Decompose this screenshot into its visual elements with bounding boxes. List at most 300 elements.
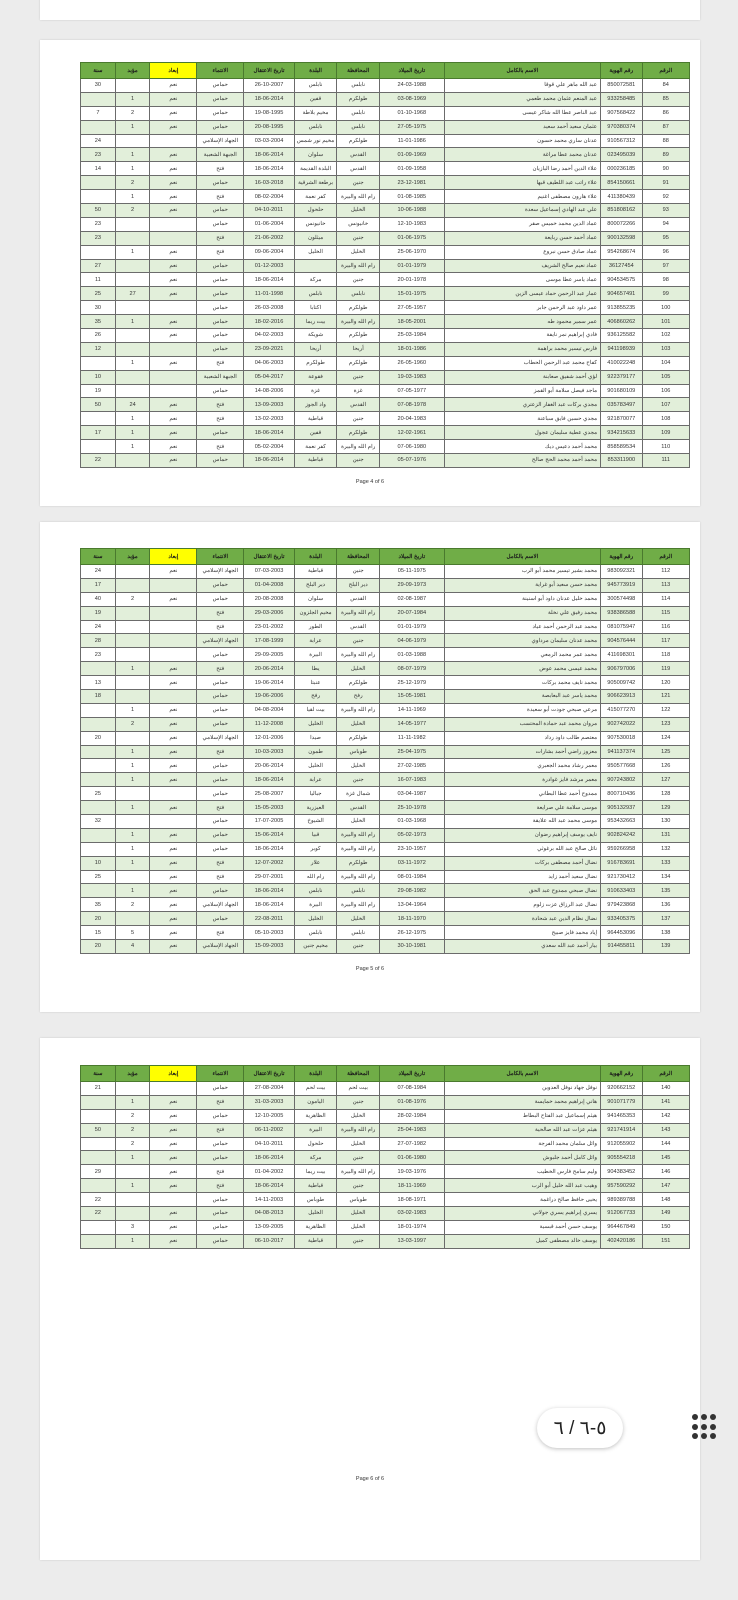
cell-id-number: 906797006: [601, 662, 642, 676]
cell-id-number: 904383452: [601, 1165, 642, 1179]
cell-years: [81, 745, 116, 759]
cell-arrest-date: 13-02-2003: [244, 412, 295, 426]
cell-full-name: نائل صالح عبد الله برغوثي: [444, 842, 601, 856]
document-page-5: [40, 522, 700, 1012]
cell-birth-date: 25-06-1970: [380, 245, 445, 259]
cell-governorate: طولكرم: [337, 426, 380, 440]
cell-deportation: نعم: [150, 106, 197, 120]
cell-affiliation: حماس: [197, 592, 244, 606]
table-row: [81, 578, 690, 592]
cell-full-name: محمد ياسر عبد البعابصة: [444, 690, 601, 704]
cell-life-sentence: 2: [115, 204, 150, 218]
table-row: [81, 1109, 690, 1123]
cell-deportation: نعم: [150, 287, 197, 301]
cell-birth-date: 29-08-1982: [380, 884, 445, 898]
cell-town: حلحول: [294, 1137, 337, 1151]
cell-governorate: طولكرم: [337, 856, 380, 870]
table-row: [81, 676, 690, 690]
cell-number: 131: [642, 828, 690, 842]
cell-years: 35: [81, 315, 116, 329]
table-row: [81, 92, 690, 106]
cell-years: [81, 190, 116, 204]
cell-life-sentence: 2: [115, 1137, 150, 1151]
cell-number: 87: [642, 120, 690, 134]
table-row: [81, 162, 690, 176]
cell-arrest-date: 26-10-2007: [244, 79, 295, 93]
cell-affiliation: فتح: [197, 398, 244, 412]
table-row: [81, 690, 690, 704]
cell-full-name: فارس تيسير محمد براهمة: [444, 342, 601, 356]
cell-arrest-date: 04-08-2004: [244, 703, 295, 717]
column-header-birth-date: تاريخ الميلاد: [380, 63, 445, 79]
cell-town: مخيم بلاطة: [294, 106, 337, 120]
cell-arrest-date: 15-09-2003: [244, 940, 295, 954]
cell-number: 104: [642, 356, 690, 370]
table-row: [81, 356, 690, 370]
cell-affiliation: فتح: [197, 412, 244, 426]
cell-years: 40: [81, 592, 116, 606]
cell-life-sentence: 1: [115, 801, 150, 815]
cell-full-name: وائل سلمان محمد الفرجة: [444, 1137, 601, 1151]
cell-birth-date: 27-05-1957: [380, 301, 445, 315]
column-header-full-name: الاسم بالكامل: [444, 549, 601, 565]
cell-deportation: نعم: [150, 273, 197, 287]
cell-years: 32: [81, 815, 116, 829]
column-header-town: البلدة: [294, 1066, 337, 1082]
cell-deportation: نعم: [150, 1234, 197, 1248]
cell-id-number: 920662152: [601, 1082, 642, 1096]
cell-number: 86: [642, 106, 690, 120]
cell-years: 13: [81, 676, 116, 690]
cell-birth-date: 07-08-1978: [380, 398, 445, 412]
cell-years: 28: [81, 634, 116, 648]
cell-years: [81, 828, 116, 842]
cell-affiliation: حماس: [197, 1109, 244, 1123]
cell-deportation: نعم: [150, 856, 197, 870]
cell-affiliation: فتح: [197, 440, 244, 454]
cell-town: الخليل: [294, 717, 337, 731]
cell-birth-date: 08-01-1984: [380, 870, 445, 884]
cell-number: 95: [642, 231, 690, 245]
cell-id-number: 851808162: [601, 204, 642, 218]
cell-number: 103: [642, 342, 690, 356]
column-header-id-number: رقم الهوية: [601, 549, 642, 565]
cell-governorate: القدس: [337, 801, 380, 815]
cell-life-sentence: 1: [115, 828, 150, 842]
cell-years: [81, 1151, 116, 1165]
cell-affiliation: حماس: [197, 301, 244, 315]
table-row: [81, 398, 690, 412]
cell-birth-date: 19-03-1976: [380, 1165, 445, 1179]
cell-life-sentence: [115, 329, 150, 343]
cell-birth-date: 18-05-2001: [380, 315, 445, 329]
table-row: [81, 384, 690, 398]
cell-id-number: 081075947: [601, 620, 642, 634]
cell-affiliation: حماس: [197, 884, 244, 898]
table-row: [81, 1151, 690, 1165]
cell-deportation: [150, 620, 197, 634]
cell-governorate: رام الله والبيرة: [337, 648, 380, 662]
cell-arrest-date: 31-03-2003: [244, 1095, 295, 1109]
cell-life-sentence: 2: [115, 1123, 150, 1137]
cell-birth-date: 05-02-1973: [380, 828, 445, 842]
cell-arrest-date: 18-06-2014: [244, 898, 295, 912]
cell-full-name: محمد بشير تيسير محمد أبو الرب: [444, 565, 601, 579]
cell-id-number: 904657491: [601, 287, 642, 301]
cell-birth-date: 24-03-1988: [380, 79, 445, 93]
cell-number: 109: [642, 426, 690, 440]
table-row: [81, 787, 690, 801]
column-header-arrest-date: تاريخ الاعتقال: [244, 549, 295, 565]
cell-arrest-date: 01-04-2008: [244, 578, 295, 592]
cell-id-number: 957590292: [601, 1179, 642, 1193]
cell-number: 120: [642, 676, 690, 690]
cell-id-number: 983092321: [601, 565, 642, 579]
table-row: [81, 856, 690, 870]
cell-town: [294, 259, 337, 273]
cell-town: برطعة الشرقية: [294, 176, 337, 190]
cell-birth-date: 27-02-1985: [380, 759, 445, 773]
cell-full-name: إياد محمد فايز صبيح: [444, 926, 601, 940]
cell-life-sentence: 1: [115, 120, 150, 134]
table-row: [81, 1165, 690, 1179]
cell-years: 11: [81, 273, 116, 287]
cell-id-number: 904576444: [601, 634, 642, 648]
cell-years: 12: [81, 342, 116, 356]
cell-affiliation: فتح: [197, 1095, 244, 1109]
cell-number: 139: [642, 940, 690, 954]
cell-arrest-date: 18-06-2014: [244, 148, 295, 162]
cell-affiliation: فتح: [197, 870, 244, 884]
cell-deportation: نعم: [150, 592, 197, 606]
page-indicator[interactable]: [537, 1408, 623, 1448]
column-header-number: الرقم: [642, 1066, 690, 1082]
cell-deportation: نعم: [150, 884, 197, 898]
cell-arrest-date: 29-03-2006: [244, 606, 295, 620]
table-row: [81, 259, 690, 273]
cell-affiliation: حماس: [197, 1082, 244, 1096]
cell-years: 22: [81, 1193, 116, 1207]
cell-deportation: نعم: [150, 1151, 197, 1165]
cell-years: 50: [81, 398, 116, 412]
cell-deportation: نعم: [150, 801, 197, 815]
table-row: [81, 606, 690, 620]
cell-affiliation: حماس: [197, 1207, 244, 1221]
cell-town: البيرة: [294, 1123, 337, 1137]
cell-deportation: نعم: [150, 926, 197, 940]
table-row: [81, 773, 690, 787]
cell-town: البيرة: [294, 648, 337, 662]
cell-years: 18: [81, 690, 116, 704]
cell-id-number: 905554218: [601, 1151, 642, 1165]
cell-number: 135: [642, 884, 690, 898]
cell-id-number: 902742022: [601, 717, 642, 731]
cell-arrest-date: 21-06-2002: [244, 231, 295, 245]
cell-id-number: 800072266: [601, 217, 642, 231]
cell-years: [81, 884, 116, 898]
cell-town: الخليل: [294, 1207, 337, 1221]
prisoners-table: [80, 62, 690, 468]
cell-years: 26: [81, 329, 116, 343]
cell-deportation: نعم: [150, 745, 197, 759]
cell-life-sentence: [115, 79, 150, 93]
cell-arrest-date: 03-03-2004: [244, 134, 295, 148]
cell-birth-date: 01-09-1958: [380, 162, 445, 176]
cell-governorate: الخليل: [337, 815, 380, 829]
cell-number: 147: [642, 1179, 690, 1193]
cell-governorate: رام الله والبيرة: [337, 440, 380, 454]
cell-affiliation: فتح: [197, 245, 244, 259]
cell-affiliation: حماس: [197, 1193, 244, 1207]
cell-id-number: 912067733: [601, 1207, 642, 1221]
cell-affiliation: فتح: [197, 356, 244, 370]
cell-affiliation: فتح: [197, 1123, 244, 1137]
cell-deportation: نعم: [150, 1123, 197, 1137]
cell-number: 110: [642, 440, 690, 454]
cell-affiliation: حماس: [197, 676, 244, 690]
cell-id-number: 954268674: [601, 245, 642, 259]
column-header-governorate: المحافظة: [337, 549, 380, 565]
cell-full-name: محمد عبد الرحمن أحمد عياد: [444, 620, 601, 634]
cell-years: 22: [81, 1207, 116, 1221]
cell-full-name: عثمان سعيد أحمد سعيد: [444, 120, 601, 134]
cell-birth-date: 02-08-1987: [380, 592, 445, 606]
cell-id-number: 035783497: [601, 398, 642, 412]
cell-life-sentence: 1: [115, 662, 150, 676]
cell-town: الطور: [294, 620, 337, 634]
cell-deportation: نعم: [150, 259, 197, 273]
cell-affiliation: حماس: [197, 329, 244, 343]
cell-arrest-date: 18-02-2016: [244, 315, 295, 329]
cell-life-sentence: 2: [115, 1109, 150, 1123]
cell-town: قباطية: [294, 565, 337, 579]
cell-full-name: نوفل جهاد نوفل العدوين: [444, 1082, 601, 1096]
cell-town: الشيوخ: [294, 815, 337, 829]
cell-town: جباليا: [294, 787, 337, 801]
cell-town: قباطية: [294, 412, 337, 426]
table-row: [81, 815, 690, 829]
cell-governorate: رام الله والبيرة: [337, 190, 380, 204]
cell-years: [81, 1095, 116, 1109]
cell-full-name: نضال أحمد مصطفى بركات: [444, 856, 601, 870]
cell-deportation: نعم: [150, 148, 197, 162]
cell-full-name: عبد المنعم عثمان محمد طعمي: [444, 92, 601, 106]
cell-life-sentence: [115, 690, 150, 704]
cell-arrest-date: 20-08-1995: [244, 120, 295, 134]
cell-governorate: نابلس: [337, 120, 380, 134]
cell-number: 84: [642, 79, 690, 93]
cell-governorate: بيت لحم: [337, 1082, 380, 1096]
table-row: [81, 940, 690, 954]
table-row: [81, 703, 690, 717]
cell-deportation: نعم: [150, 454, 197, 468]
cell-life-sentence: [115, 454, 150, 468]
cell-deportation: نعم: [150, 426, 197, 440]
cell-id-number: 415077270: [601, 703, 642, 717]
cell-full-name: هيثم إسماعيل عبد الفتاح البطاط: [444, 1109, 601, 1123]
cell-birth-date: 23-12-1981: [380, 176, 445, 190]
cell-id-number: 907568422: [601, 106, 642, 120]
cell-birth-date: 01-08-1985: [380, 190, 445, 204]
cell-governorate: رام الله والبيرة: [337, 898, 380, 912]
cell-governorate: طولكرم: [337, 134, 380, 148]
cell-deportation: نعم: [150, 940, 197, 954]
cell-affiliation: حماس: [197, 92, 244, 106]
cell-id-number: 906623913: [601, 690, 642, 704]
cell-life-sentence: 1: [115, 412, 150, 426]
cell-years: [81, 759, 116, 773]
table-row: [81, 912, 690, 926]
cell-years: 14: [81, 162, 116, 176]
cell-affiliation: الجهاد الإسلامي: [197, 940, 244, 954]
cell-id-number: 953432663: [601, 815, 642, 829]
cell-number: 143: [642, 1123, 690, 1137]
cell-arrest-date: 18-06-2014: [244, 1179, 295, 1193]
cell-life-sentence: 1: [115, 356, 150, 370]
cell-affiliation: حماس: [197, 204, 244, 218]
cell-deportation: نعم: [150, 759, 197, 773]
cell-town: رفح: [294, 690, 337, 704]
cell-number: 128: [642, 787, 690, 801]
cell-years: 25: [81, 870, 116, 884]
cell-life-sentence: 1: [115, 1151, 150, 1165]
cell-governorate: رام الله والبيرة: [337, 1165, 380, 1179]
cell-deportation: [150, 690, 197, 704]
cell-birth-date: 18-01-1986: [380, 342, 445, 356]
cell-town: صيدا: [294, 731, 337, 745]
cell-arrest-date: 14-11-2003: [244, 1193, 295, 1207]
cell-affiliation: الجهاد الإسلامي: [197, 565, 244, 579]
cell-birth-date: 25-04-1975: [380, 745, 445, 759]
cell-years: [81, 1109, 116, 1123]
cell-arrest-date: 04-02-2003: [244, 329, 295, 343]
cell-life-sentence: [115, 384, 150, 398]
cell-deportation: نعم: [150, 828, 197, 842]
cell-full-name: مجدي عطية سليمان عجول: [444, 426, 601, 440]
cell-full-name: هيثم عزات عبد الله صالحية: [444, 1123, 601, 1137]
cell-birth-date: 15-01-1975: [380, 287, 445, 301]
cell-number: 107: [642, 398, 690, 412]
column-header-governorate: المحافظة: [337, 63, 380, 79]
cell-deportation: [150, 1082, 197, 1096]
cell-full-name: معتصم طالب داود رداد: [444, 731, 601, 745]
cell-full-name: علاء راتب عبد اللطيف قبها: [444, 176, 601, 190]
table-row: [81, 745, 690, 759]
cell-years: 24: [81, 134, 116, 148]
cell-full-name: ممدوح أحمد عطا البطاني: [444, 787, 601, 801]
table-row: [81, 426, 690, 440]
cell-life-sentence: [115, 370, 150, 384]
cell-deportation: نعم: [150, 1220, 197, 1234]
cell-life-sentence: 2: [115, 717, 150, 731]
cell-arrest-date: 05-10-2003: [244, 926, 295, 940]
cell-id-number: 934215633: [601, 426, 642, 440]
cell-arrest-date: 15-06-2014: [244, 828, 295, 842]
cell-life-sentence: [115, 676, 150, 690]
cell-town: رام الله: [294, 870, 337, 884]
cell-full-name: عمار عبد الرحمن حماد عيسى الزين: [444, 287, 601, 301]
table-row: [81, 301, 690, 315]
cell-life-sentence: 1: [115, 842, 150, 856]
cell-id-number: 989389788: [601, 1193, 642, 1207]
cell-years: [81, 801, 116, 815]
table-row: [81, 731, 690, 745]
cell-arrest-date: 18-06-2014: [244, 884, 295, 898]
cell-town: الخليل: [294, 912, 337, 926]
table-row: [81, 759, 690, 773]
cell-birth-date: 01-09-1969: [380, 148, 445, 162]
cell-town: سلوان: [294, 148, 337, 162]
grid-dots-icon[interactable]: [692, 1414, 716, 1440]
cell-full-name: يحيى حافظ صالح دراغمة: [444, 1193, 601, 1207]
cell-years: 25: [81, 287, 116, 301]
cell-affiliation: حماس: [197, 773, 244, 787]
cell-governorate: الخليل: [337, 245, 380, 259]
cell-town: شويكة: [294, 329, 337, 343]
cell-full-name: معمر مرشد فايز غوادرة: [444, 773, 601, 787]
table-row: [81, 245, 690, 259]
cell-birth-date: 16-07-1983: [380, 773, 445, 787]
cell-arrest-date: 11-01-1998: [244, 287, 295, 301]
cell-years: 10: [81, 370, 116, 384]
column-header-years: سنة: [81, 1066, 116, 1082]
cell-id-number: 938386588: [601, 606, 642, 620]
cell-governorate: رام الله والبيرة: [337, 842, 380, 856]
cell-birth-date: 04-06-1979: [380, 634, 445, 648]
cell-governorate: طوباس: [337, 1193, 380, 1207]
cell-life-sentence: 2: [115, 106, 150, 120]
cell-deportation: [150, 370, 197, 384]
cell-governorate: القدس: [337, 620, 380, 634]
cell-deportation: نعم: [150, 120, 197, 134]
cell-deportation: نعم: [150, 731, 197, 745]
cell-deportation: نعم: [150, 356, 197, 370]
cell-governorate: الخليل: [337, 1109, 380, 1123]
cell-arrest-date: 29-09-2005: [244, 648, 295, 662]
table-row: [81, 1234, 690, 1248]
cell-life-sentence: 2: [115, 176, 150, 190]
cell-governorate: طولكرم: [337, 731, 380, 745]
cell-town: قباطية: [294, 1234, 337, 1248]
cell-full-name: عماد صادق حسن نبروع: [444, 245, 601, 259]
page-footer: Page 5 of 6: [355, 966, 385, 972]
cell-deportation: نعم: [150, 1095, 197, 1109]
cell-governorate: الخليل: [337, 759, 380, 773]
cell-arrest-date: 25-08-2007: [244, 787, 295, 801]
cell-town: البلدة القديمة: [294, 162, 337, 176]
cell-governorate: الخليل: [337, 1207, 380, 1221]
cell-birth-date: 19-03-1983: [380, 370, 445, 384]
cell-birth-date: 18-11-1970: [380, 912, 445, 926]
cell-life-sentence: [115, 259, 150, 273]
cell-governorate: رام الله والبيرة: [337, 870, 380, 884]
cell-birth-date: 01-10-1968: [380, 106, 445, 120]
cell-birth-date: 13-03-1997: [380, 1234, 445, 1248]
cell-deportation: [150, 301, 197, 315]
cell-life-sentence: [115, 634, 150, 648]
cell-affiliation: حماس: [197, 717, 244, 731]
cell-governorate: الخليل: [337, 662, 380, 676]
cell-full-name: وائل كامل أحمد جلبوش: [444, 1151, 601, 1165]
cell-id-number: 933258485: [601, 92, 642, 106]
cell-years: 7: [81, 106, 116, 120]
column-header-full-name: الاسم بالكامل: [444, 63, 601, 79]
cell-birth-date: 25-03-1984: [380, 329, 445, 343]
cell-arrest-date: 04-10-2011: [244, 204, 295, 218]
table-row: [81, 592, 690, 606]
cell-full-name: مجدي بركات عبد الغفار الزعتري: [444, 398, 601, 412]
cell-deportation: [150, 578, 197, 592]
